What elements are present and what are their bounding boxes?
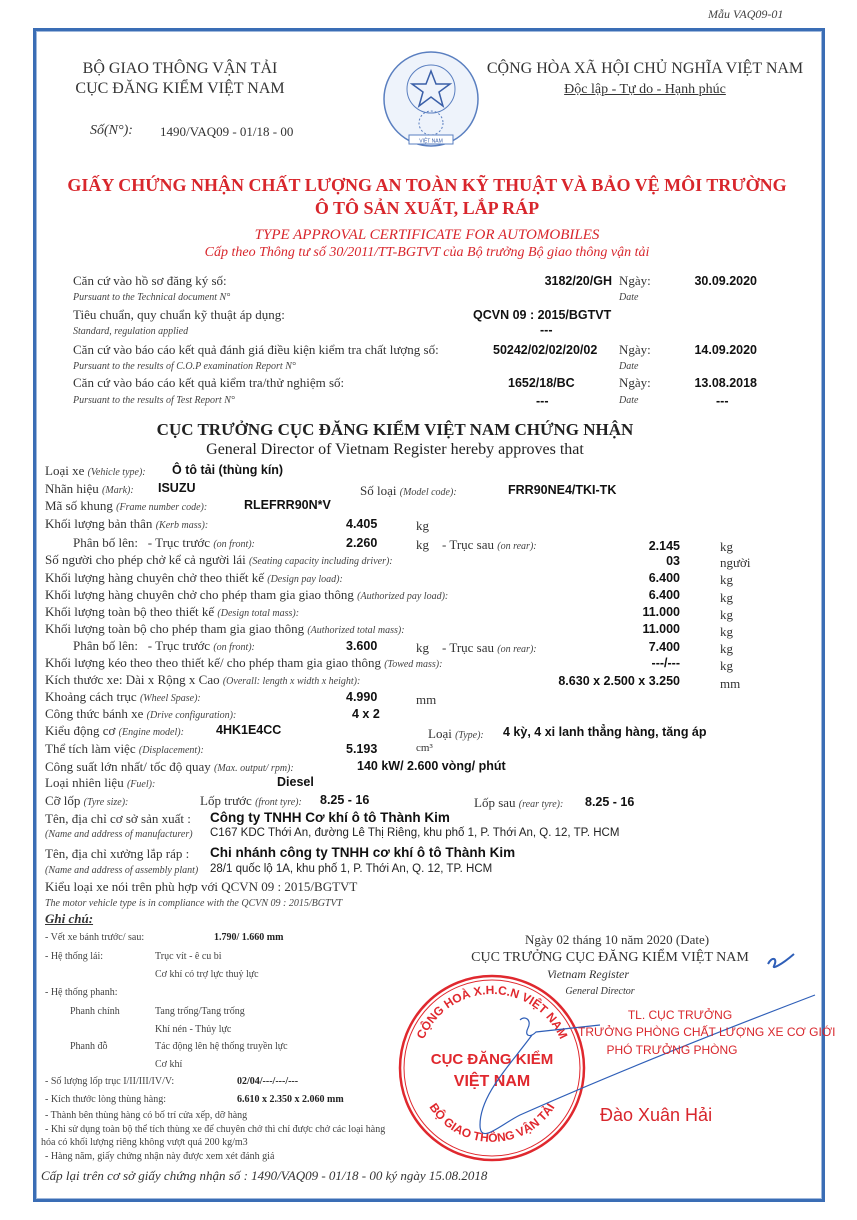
note-value: 02/04/---/---/--- — [237, 1076, 299, 1087]
ref-value2: --- — [536, 394, 549, 408]
auth-payload: 6.400 — [648, 588, 680, 602]
ref-label-en: Standard, regulation applied — [73, 326, 189, 337]
title-line2: Ô TÔ SẢN XUẤT, LẮP RÁP — [314, 198, 540, 218]
signer-title: CỤC TRƯỞNG CỤC ĐĂNG KIỂM VIỆT NAM — [471, 950, 749, 965]
frame-code: RLEFRR90N*V — [244, 498, 331, 512]
frame-label: Mã số khung — [45, 498, 113, 513]
dist-label: Phân bố lên: — [73, 638, 138, 653]
label-en: (Authorized total mass): — [307, 625, 405, 636]
ref-date2: --- — [716, 394, 729, 408]
label-en: (Displacement): — [138, 745, 204, 756]
note-value: 6.610 x 2.350 x 2.060 mm — [237, 1094, 344, 1105]
drive-label: Công thức bánh xe — [45, 706, 144, 721]
unit: mm — [416, 692, 437, 707]
label-en: (Engine model): — [118, 727, 184, 738]
type-label-en: (Vehicle type): — [87, 467, 146, 478]
form-code: Mẫu VAQ09-01 — [708, 7, 784, 21]
front-label-en: (on front): — [213, 539, 255, 550]
number-label: Số(N°): — [90, 123, 133, 138]
engine-type: 4 kỳ, 4 xi lanh thẳng hàng, tăng áp — [503, 725, 707, 739]
note-label: Phanh đỗ — [70, 1041, 108, 1052]
engine-label: Kiểu động cơ — [45, 723, 116, 738]
label-en: (Drive configuration): — [146, 710, 237, 721]
displacement: 5.193 — [346, 742, 378, 756]
unit: kg — [720, 590, 733, 605]
on-behalf-line: TRƯỞNG PHÒNG CHẤT LƯỢNG XE CƠ GIỚI — [578, 1025, 836, 1039]
manufacturer-address: C167 KDC Thới An, đường Lê Thị Riêng, khu phố 1, P. Thới An, Q. 12, TP. HCM — [210, 827, 620, 839]
unit: kg — [720, 658, 733, 673]
note-value: Tác động lên hệ thống truyền lực — [155, 1041, 288, 1052]
engine-model: 4HK1E4CC — [216, 723, 282, 737]
max-power: 140 kW/ 2.600 vòng/ phút — [357, 759, 506, 773]
on-behalf-line: PHÓ TRƯỞNG PHÒNG — [606, 1043, 738, 1057]
seating-label: Số người cho phép chở kể cả người lái — [45, 552, 246, 567]
initial-mark-icon — [766, 950, 796, 970]
drive-config: 4 x 2 — [352, 707, 380, 721]
label-en: (Fuel): — [126, 779, 156, 790]
manufacturer-label: Tên, địa chỉ cơ sở sản xuất : — [45, 811, 191, 826]
date-label: Ngày: — [619, 342, 651, 357]
label-en: (Towed mass): — [384, 659, 443, 670]
note-text: - Hàng năm, giấy chứng nhận này được xem xét đánh giá — [45, 1151, 275, 1162]
overall-dimensions: 8.630 x 2.500 x 3.250 — [558, 674, 680, 688]
label-en: (Name and address of assembly plant) — [45, 865, 199, 876]
dims-label: Kích thước xe: Dài x Rộng x Cao — [45, 672, 220, 687]
note-label: - Hệ thống phanh: — [45, 987, 118, 998]
agency-name: CỤC ĐĂNG KIỂM VIỆT NAM — [75, 80, 285, 97]
tyre-label: Cỡ lốp — [45, 793, 81, 808]
engine-type-label: Loại — [428, 726, 452, 741]
note-text: hóa có khối lượng riêng không vượt quá 200 kg/m3 — [41, 1137, 248, 1148]
wheelbase-label: Khoảng cách trục — [45, 689, 137, 704]
wheelbase: 4.990 — [346, 690, 378, 704]
date-label-en: Date — [619, 361, 639, 372]
auth-total: 11.000 — [642, 622, 680, 636]
unit: kg — [720, 641, 733, 656]
auth-total-label: Khối lượng toàn bộ cho phép tham gia giao thông — [45, 621, 305, 636]
certifies-heading: CỤC TRƯỞNG CỤC ĐĂNG KIỂM VIỆT NAM CHỨNG NHẬN — [156, 420, 634, 439]
plant-label: Tên, địa chỉ xưởng lắp ráp : — [45, 846, 190, 861]
kerb-mass: 4.405 — [346, 517, 378, 531]
ref-label: Căn cứ vào báo cáo kết quả đánh giá điều kiện kiểm tra chất lượng số: — [73, 342, 439, 357]
design-payload-label: Khối lượng hàng chuyên chở theo thiết kế — [45, 570, 264, 585]
plant-name: Chi nhánh công ty TNHH cơ khí ô tô Thành Kim — [210, 845, 516, 860]
issued-under: Cấp theo Thông tư số 30/2011/TT-BGTVT của Bộ trưởng Bộ giao thông vận tải — [204, 245, 650, 260]
seating-label-en: (Seating capacity including driver): — [249, 556, 393, 567]
unit: kg — [720, 624, 733, 639]
label-en: (Design pay load): — [267, 574, 343, 585]
auth-payload-label: Khối lượng hàng chuyên chở cho phép tham gia giao thông — [45, 587, 354, 602]
label-en: (Wheel Spase): — [139, 693, 201, 704]
on-behalf-line: TL. CỤC TRƯỞNG — [627, 1008, 733, 1022]
label-en: (Overall: length x width x height): — [222, 676, 361, 687]
unit: người — [720, 555, 751, 570]
ref-value: 1652/18/BC — [508, 376, 575, 390]
total-front: 3.600 — [346, 639, 378, 653]
ref-label: Căn cứ vào báo cáo kết quả kiểm tra/thử nghiệm số: — [73, 375, 345, 390]
ref-value: 50242/02/02/20/02 — [493, 343, 598, 357]
seating: 03 — [666, 554, 680, 568]
kerb-label-en: (Kerb mass): — [155, 520, 209, 531]
official-stamp-icon — [390, 970, 830, 1170]
svg-text:CỘNG HOÀ X.H.C.N VIỆT NAM — [414, 983, 571, 1041]
total-rear: 7.400 — [648, 640, 680, 654]
front-tyre: 8.25 - 16 — [320, 793, 370, 807]
signer-name: Đào Xuân Hải — [600, 1105, 713, 1125]
reissue-note: Cấp lại trên cơ sở giấy chứng nhận số : 1490/VAQ09 - 01/18 - 00 ký ngày 15.08.2018 — [41, 1168, 488, 1183]
mark: ISUZU — [158, 481, 196, 495]
stamp-center-2: VIỆT NAM — [453, 1073, 531, 1090]
type-label: Loại xe — [45, 463, 85, 478]
label-en: (rear tyre): — [518, 799, 564, 810]
model-label-en: (Model code): — [399, 487, 457, 498]
certificate-number: 1490/VAQ09 - 01/18 - 00 — [160, 124, 294, 139]
title-english: TYPE APPROVAL CERTIFICATE FOR AUTOMOBILES — [254, 227, 600, 243]
ref-label-en: Pursuant to the results of Test Report N° — [73, 395, 235, 406]
unit: cm³ — [416, 742, 433, 754]
unit: kg — [416, 518, 429, 533]
note-value: Tang trống/Tang trống — [155, 1006, 245, 1017]
fuel: Diesel — [277, 775, 314, 789]
unit: kg — [416, 537, 429, 552]
note-text: - Thành bên thùng hàng có bố trí cửa xếp, dỡ hàng — [45, 1110, 248, 1121]
date-label: Ngày: — [619, 273, 651, 288]
note-value: Trục vít - ê cu bi — [155, 951, 222, 962]
rear-label-en: (on rear): — [497, 644, 537, 655]
label-en: (Type): — [455, 730, 484, 741]
note-label: - Vết xe bánh trước/ sau: — [45, 932, 145, 943]
kerb-rear: 2.145 — [648, 539, 680, 553]
national-emblem-icon — [375, 45, 487, 157]
ref-value: QCVN 09 : 2015/BGTVT — [473, 308, 612, 322]
ref-label: Tiêu chuẩn, quy chuẩn kỹ thuật áp dụng: — [73, 307, 285, 322]
note-value: 1.790/ 1.660 mm — [214, 932, 284, 943]
unit: kg — [720, 539, 733, 554]
front-tyre-label: Lốp trước — [200, 793, 252, 808]
note-label: - Số lượng lốp trục I/II/III/IV/V: — [45, 1076, 175, 1087]
kerb-front: 2.260 — [346, 536, 378, 550]
ref-label: Căn cứ vào hồ sơ đăng ký số: — [73, 273, 227, 288]
label-en: (Tyre size): — [83, 797, 129, 808]
kerb-label: Khối lượng bản thân — [45, 516, 153, 531]
signer-title-en: General Director — [565, 986, 635, 997]
note-text: - Khi sử dụng toàn bộ thể tích thùng xe để chuyên chở thì chỉ được chở các loại hàng — [45, 1124, 386, 1135]
plant-address: 28/1 quốc lộ 1A, khu phố 1, P. Thới An, Q. 12, TP. HCM — [210, 863, 493, 875]
manufacturer-name: Công ty TNHH Cơ khí ô tô Thành Kim — [210, 810, 450, 825]
front-label: - Trục trước — [147, 535, 211, 550]
towed-mass: ---/--- — [651, 656, 680, 670]
stamp-outer-bottom: BỘ GIAO THÔNG VẬN TẢI — [426, 1100, 558, 1145]
ref-value: 3182/20/GH — [544, 274, 612, 288]
ref-date: 14.09.2020 — [694, 343, 757, 357]
compliance: Kiểu loại xe nói trên phù hợp với QCVN 09 : 2015/BGTVT — [45, 879, 358, 894]
ref-date: 13.08.2018 — [694, 376, 757, 390]
label-en: (Max. output/ rpm): — [214, 763, 294, 774]
towed-label: Khối lượng kéo theo theo thiết kế/ cho phép tham gia giao thông — [45, 655, 381, 670]
model-label: Số loại — [360, 483, 397, 498]
frame-label-en: (Frame number code): — [116, 502, 208, 513]
power-label: Công suất lớn nhất/ tốc độ quay — [45, 759, 211, 774]
unit: kg — [416, 640, 429, 655]
date-label-en: Date — [619, 292, 639, 303]
design-total-label: Khối lượng toàn bộ theo thiết kế — [45, 604, 215, 619]
unit: kg — [720, 572, 733, 587]
stamp-center-1: CỤC ĐĂNG KIỂM — [430, 1051, 554, 1068]
vehicle-type: Ô tô tải (thùng kín) — [172, 463, 284, 477]
unit: kg — [720, 607, 733, 622]
emblem-text: VIỆT NAM — [419, 138, 443, 145]
certifies-heading-en: General Director of Vietnam Register hereby approves that — [206, 441, 584, 458]
mark-label: Nhãn hiệu — [45, 481, 99, 496]
label-en: (Name and address of manufacturer) — [45, 829, 193, 840]
front-label-en: (on front): — [213, 642, 255, 653]
country-name: CỘNG HÒA XÃ HỘI CHỦ NGHĨA VIỆT NAM — [486, 60, 804, 77]
ref-value2: --- — [540, 323, 553, 337]
model-code: FRR90NE4/TKI-TK — [508, 483, 617, 497]
rear-tyre-label: Lốp sau — [474, 795, 516, 810]
note-label: Phanh chính — [70, 1006, 120, 1017]
label-en: (Design total mass): — [217, 608, 300, 619]
fuel-label: Loại nhiên liệu — [45, 775, 124, 790]
compliance-en: The motor vehicle type is in compliance with the QCVN 09 : 2015/BGTVT — [45, 898, 343, 909]
front-label: - Trục trước — [147, 638, 211, 653]
title-line1: GIẤY CHỨNG NHẬN CHẤT LƯỢNG AN TOÀN KỸ THUẬT VÀ BẢO VỆ MÔI TRƯỜNG — [67, 175, 787, 195]
signer-title-en: Vietnam Register — [546, 967, 630, 981]
ministry-name: BỘ GIAO THÔNG VẬN TẢI — [82, 60, 278, 77]
stamp-outer-top: CỘNG HOÀ X.H.C.N VIỆT NAM — [413, 982, 571, 1042]
note-value: Khí nén - Thủy lực — [155, 1024, 232, 1035]
dist-label: Phân bố lên: — [73, 535, 138, 550]
note-value: Cơ khí có trợ lực thuỷ lực — [155, 969, 259, 980]
signature-date: Ngày 02 tháng 10 năm 2020 (Date) — [524, 932, 710, 947]
ref-label-en: Pursuant to the results of C.O.P examination Report N° — [73, 361, 296, 372]
note-value: Cơ khí — [155, 1059, 183, 1070]
mark-label-en: (Mark): — [102, 485, 134, 496]
motto: Độc lập - Tự do - Hạnh phúc — [564, 82, 726, 97]
ref-label-en: Pursuant to the Technical document N° — [73, 292, 231, 303]
rear-tyre: 8.25 - 16 — [585, 795, 635, 809]
design-payload: 6.400 — [648, 571, 680, 585]
design-total: 11.000 — [642, 605, 680, 619]
ref-date: 30.09.2020 — [694, 274, 757, 288]
date-label-en: Date — [619, 395, 639, 406]
displacement-label: Thể tích làm việc — [45, 741, 136, 756]
date-label: Ngày: — [619, 375, 651, 390]
rear-label: - Trục sau — [442, 537, 495, 552]
note-label: - Hệ thống lái: — [45, 951, 104, 962]
label-en: (front tyre): — [255, 797, 302, 808]
notes-heading: Ghi chú: — [45, 911, 94, 926]
rear-label-en: (on rear): — [497, 541, 537, 552]
note-label: - Kích thước lòng thùng hàng: — [45, 1094, 166, 1105]
rear-label: - Trục sau — [442, 640, 495, 655]
label-en: (Authorized pay load): — [357, 591, 449, 602]
unit: mm — [720, 676, 741, 691]
